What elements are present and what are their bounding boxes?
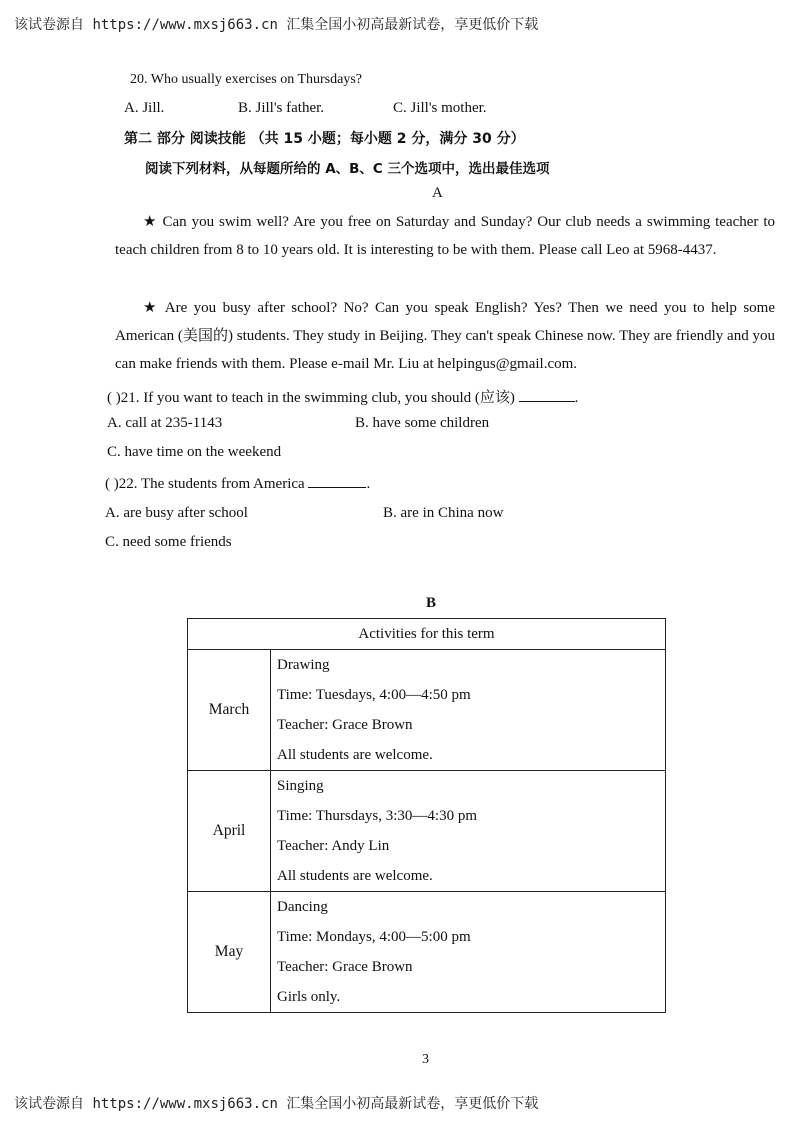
activity-name: Dancing — [277, 899, 328, 915]
section-b-label: B — [426, 595, 437, 611]
activity-name: Drawing — [277, 657, 330, 673]
footer-slogan: 汇集全国小初高最新试卷，享更低价下载 — [286, 1096, 539, 1112]
q21 — [107, 386, 578, 407]
footer-source: 该试卷源自 — [14, 1096, 84, 1112]
q21-option-c: C. have time on the weekend — [107, 444, 282, 460]
table-title: Activities for this term — [188, 619, 666, 650]
month-cell: March — [188, 650, 271, 771]
activity-name: Singing — [277, 778, 324, 794]
header-slogan: 汇集全国小初高最新试卷，享更低价下载 — [286, 17, 539, 33]
activity-teacher: Teacher: Grace Brown — [277, 717, 413, 733]
q20-option-b: B. Jill's father. — [238, 100, 325, 116]
q22-blank — [308, 475, 366, 488]
q22-option-a: A. are busy after school — [105, 505, 248, 521]
q21-end: . — [574, 390, 579, 406]
q21-paren[interactable]: ( ) — [107, 390, 121, 406]
q21-blank — [519, 389, 575, 402]
q20-question: 20. Who usually exercises on Thursdays? — [130, 72, 362, 87]
header-url[interactable]: https://www.mxsj663.cn — [92, 17, 278, 33]
part2-title: 第二 部分 阅读技能 （共 15 小题；每小题 2 分，满分 30 分） — [124, 131, 525, 147]
activities-table — [187, 618, 666, 1013]
q22 — [105, 475, 370, 493]
ad-helping: ★ Are you busy after school? No? Can you speak English? Yes? Then we need you to help some American (美国的) students. They study in Beijing. They can't speak Chinese now. They are friendly and you can make friends with them. Please e-mail Mr. Liu at helpingus@gmail.com. — [115, 300, 775, 372]
q22-paren[interactable]: ( ) — [105, 476, 119, 492]
activity-details — [271, 650, 666, 771]
q22-option-b: B. are in China now — [383, 505, 504, 521]
activity-note: All students are welcome. — [277, 868, 433, 884]
q22-end: . — [366, 476, 371, 492]
table-row — [188, 771, 666, 892]
q21-option-b: B. have some children — [355, 415, 490, 431]
activity-note: Girls only. — [277, 989, 341, 1005]
table-row — [188, 892, 666, 1013]
q20-option-c: C. Jill's mother. — [393, 100, 487, 116]
q22-option-c: C. need some friends — [105, 534, 232, 550]
month-cell: May — [188, 892, 271, 1013]
q21-option-a: A. call at 235-1143 — [107, 415, 223, 431]
activity-teacher: Teacher: Grace Brown — [277, 959, 413, 975]
month-cell: April — [188, 771, 271, 892]
activity-teacher: Teacher: Andy Lin — [277, 838, 390, 854]
activity-time: Time: Mondays, 4:00—5:00 pm — [277, 929, 471, 945]
q20-option-a: A. Jill. — [124, 100, 165, 116]
activity-note: All students are welcome. — [277, 747, 433, 763]
header-source: 该试卷源自 — [14, 17, 84, 33]
activity-time: Time: Tuesdays, 4:00—4:50 pm — [277, 687, 471, 703]
page-footer — [14, 1093, 538, 1113]
activity-details — [271, 771, 666, 892]
page-number: 3 — [422, 1052, 429, 1067]
ad-swimming: ★ Can you swim well? Are you free on Saturday and Sunday? Our club needs a swimming teacher to teach children from 8 to 10 years old. It is interesting to be with them. Please call Leo at 5968-4437. — [115, 214, 775, 258]
activity-details — [271, 892, 666, 1013]
section-a-label: A — [432, 185, 443, 201]
activity-time: Time: Thursdays, 3:30—4:30 pm — [277, 808, 478, 824]
footer-url[interactable]: https://www.mxsj663.cn — [92, 1096, 278, 1112]
q21-question: 21. If you want to teach in the swimming club, you should (应该) — [120, 390, 515, 406]
q22-question: 22. The students from America — [118, 476, 305, 492]
page-header — [14, 14, 538, 34]
part2-instruction: 阅读下列材料，从每题所给的 A、B、C 三个选项中，选出最佳选项 — [145, 161, 550, 177]
table-row — [188, 650, 666, 771]
